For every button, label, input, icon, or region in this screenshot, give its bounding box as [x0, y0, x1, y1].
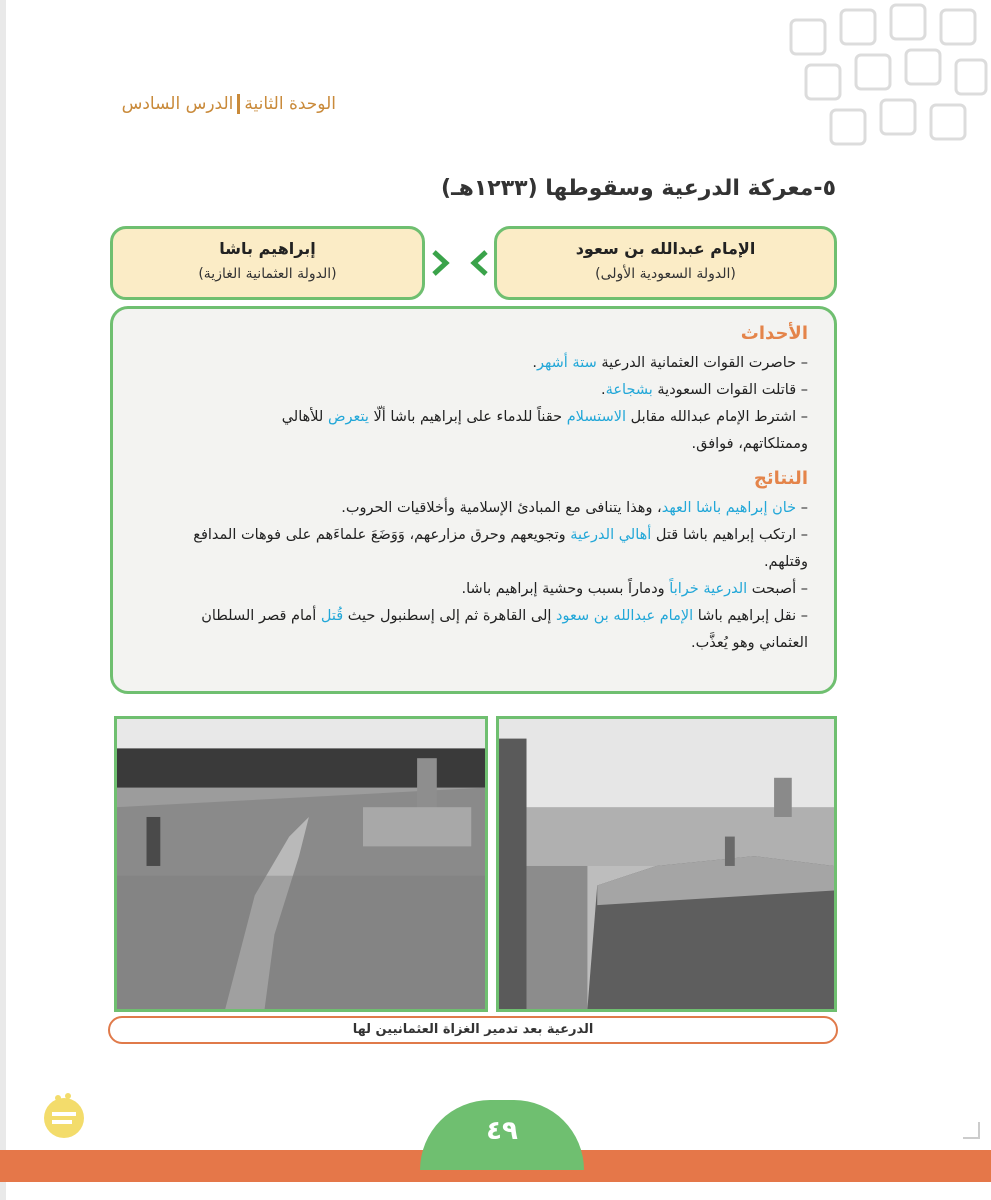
publisher-logo-icon: [38, 1090, 90, 1142]
side-state-saudi: (الدولة السعودية الأولى): [595, 266, 736, 282]
side-name-saudi: الإمام عبدالله بن سعود: [575, 239, 756, 258]
results-heading: النتائج: [753, 468, 808, 489]
events-heading: الأحداث: [740, 323, 808, 344]
versus-arrows-icon: [430, 248, 490, 278]
unit-label: الوحدة الثانية: [244, 94, 336, 114]
result-line-2-cont: وقتلهم.: [763, 554, 808, 570]
page-number: ٤٩: [486, 1116, 518, 1146]
section-title: ٥-معركة الدرعية وسقوطها (١٢٣٣هـ): [441, 176, 836, 201]
result-line-1: – خان إبراهيم باشا العهد، وهذا يتنافى مع المبادئ الإسلامية وأخلاقيات الحروب.: [341, 500, 808, 516]
ruins-photo-left: [114, 716, 488, 1012]
event-line-3-cont: وممتلكاتهم، فوافق.: [691, 436, 808, 452]
header-separator: [237, 94, 240, 114]
event-line-2: – قاتلت القوات السعودية بشجاعة.: [601, 382, 808, 398]
corner-crop-mark-icon: [961, 1120, 981, 1140]
photo-caption: الدرعية بعد تدمير الغزاة العثمانيين لها: [108, 1016, 838, 1044]
side-state-ottoman: (الدولة العثمانية الغازية): [198, 266, 337, 282]
event-line-1: – حاصرت القوات العثمانية الدرعية ستة أشهر.: [532, 355, 808, 371]
result-line-4: – نقل إبراهيم باشا الإمام عبدالله بن سعود إلى القاهرة ثم إلى إسطنبول حيث قُتل أمام قصر السلطان: [201, 608, 808, 624]
unit-lesson-header: [122, 94, 336, 114]
result-line-2: – ارتكب إبراهيم باشا قتل أهالي الدرعية وتجويعهم وحرق مزارعهم، وَوَضَعَ علماءَهم على فوهات المدافع: [193, 527, 808, 543]
events-results-box: [110, 306, 837, 694]
decorative-squares-pattern: [591, 0, 991, 160]
lesson-label: الدرس السادس: [121, 94, 234, 114]
event-line-3: – اشترط الإمام عبدالله مقابل الاستسلام حقناً للدماء على إبراهيم باشا ألّا يتعرض للأهالي: [281, 409, 808, 425]
ruins-photo-right: [496, 716, 837, 1012]
result-line-4-cont: العثماني وهو يُعذَّب.: [691, 635, 808, 651]
page-edge: [0, 0, 6, 1200]
result-line-3: – أصبحت الدرعية خراباً ودماراً بسبب وحشية إبراهيم باشا.: [461, 581, 808, 597]
side-box-ottoman: [110, 226, 425, 300]
side-box-saudi: [494, 226, 837, 300]
side-name-ottoman: إبراهيم باشا: [219, 239, 316, 258]
